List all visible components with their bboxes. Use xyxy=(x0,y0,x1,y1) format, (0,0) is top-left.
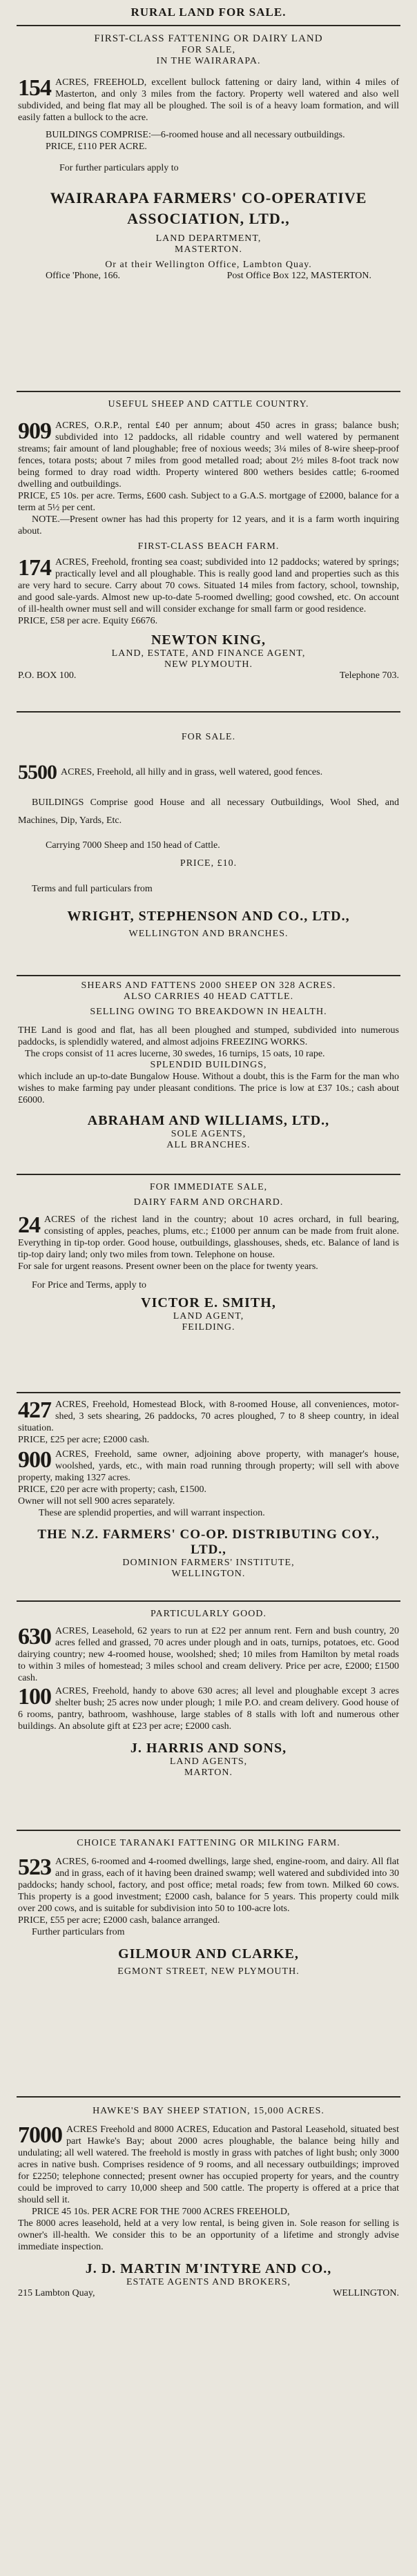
ad-newton-king xyxy=(18,399,399,681)
agent-dept: LAND DEPARTMENT, xyxy=(155,233,262,244)
agent-subtitle: LAND AGENT, xyxy=(173,1311,244,1321)
ad-body: ACRES, Freehold, handy to above 630 acres; all level and ploughable except 3 acres shelter bush; 25 acres now under plough; 1 mile P.O. and cream delivery. Good house of 6 rooms, pantry, bathroom, washhouse, large stables of 8 stalls with loft and numerous other buildings. An absolute gift at £23 per acre; £2000 cash. xyxy=(18,1686,399,1732)
ad-price: PRICE, £5 10s. per acre. Terms, £600 cash. Subject to a G.A.S. mortgage of £2000, balance for a term at 5½ per cent. xyxy=(18,491,399,513)
agent-name: J. D. MARTIN M'INTYRE AND CO., xyxy=(85,2261,332,2276)
agent-contact xyxy=(18,2288,399,2299)
agent-subtitle: DOMINION FARMERS' INSTITUTE, xyxy=(122,1558,295,1568)
ad-price: PRICE, £20 per acre with property; cash, £1500. xyxy=(18,1484,206,1495)
ad-abraham-williams xyxy=(18,980,399,1151)
agent-town: WELLINGTON. xyxy=(333,2288,399,2298)
agent-subtitle: ALL BRANCHES. xyxy=(166,1140,251,1150)
ad-harris-sons xyxy=(18,1609,399,1779)
divider xyxy=(17,1174,400,1175)
ad-subheading: IN THE WAIRARAPA. xyxy=(156,56,261,66)
ad-subheading: FOR SALE, xyxy=(181,45,236,55)
agent-town: MASTERTON. xyxy=(175,244,242,255)
ad-body: ACRES, Leasehold, 62 years to run at £22 per annum rent. Fern and bush country, 20 acres felled and grassed, 70 acres under plough and in oats, turnips, potatoes, etc. Good dairying country; new 4-roomed house, woolshed; shed; 10 miles from Hamilton by metal roads to within 3 miles of homestead; 3 miles school and cream delivery. Price per acre, £2000; £1500 cash. xyxy=(18,1626,399,1683)
agent-address: 215 Lambton Quay, xyxy=(18,2288,95,2298)
acreage-number: 7000 xyxy=(18,2122,62,2148)
divider xyxy=(17,1830,400,1831)
agent-name: WAIRARAPA FARMERS' CO-OPERATIVE ASSOCIATION, LTD., xyxy=(50,189,367,227)
ad-heading: FIRST-CLASS FATTENING OR DAIRY LAND xyxy=(94,33,323,44)
agent-subtitle: LAND, ESTATE, AND FINANCE AGENT, xyxy=(111,648,306,659)
acreage-number: 630 xyxy=(18,1624,51,1649)
ad-buildings: BUILDINGS Comprise good House and all necessary Outbuildings, Wool Shed, and Machines, Dip, Yards, Etc. xyxy=(18,797,399,826)
ad-buildings: BUILDINGS COMPRISE:—6-roomed house and all necessary outbuildings. xyxy=(46,130,345,140)
ad-body: The 8000 acres leasehold, held at a very low rental, is being given in. Sole reason for selling is owner's ill-health. We consider this to be an opportunity of a lifetime and strongly advise immediate inspection. xyxy=(18,2218,399,2252)
agent-name: NEWTON KING, xyxy=(151,632,266,648)
ad-body: ACRES, Freehold, all hilly and in grass, well watered, good fences. xyxy=(61,767,323,777)
agent-subtitle: ESTATE AGENTS AND BROKERS, xyxy=(126,2277,291,2287)
agent-subtitle: SOLE AGENTS, xyxy=(171,1129,246,1139)
ad-body: THE Land is good and flat, has all been ploughed and stumped, subdivided into numerous paddocks, is splendidly watered, and almost adjoins FREEZING WORKS. xyxy=(18,1025,399,1047)
ad-price: PRICE, £25 per acre; £2000 cash. xyxy=(18,1435,150,1445)
ad-body: ACRES, FREEHOLD, excellent bullock fattening or dairy land, within 4 miles of Masterton, and only 3 miles from the factory. Property well watered and also well subdivided, and being flat may all be ploughed. The soil is of a heavy loam formation, and will easily fatten a bullock to the acre. xyxy=(18,77,399,123)
ad-apply: For Price and Terms, apply to xyxy=(32,1280,146,1290)
ad-subheading: SELLING OWING TO BREAKDOWN IN HEALTH. xyxy=(90,1007,327,1017)
divider xyxy=(17,1600,400,1602)
page-header xyxy=(18,6,399,19)
ad-wairarapa xyxy=(18,33,399,282)
agent-name: GILMOUR AND CLARKE, xyxy=(118,1946,299,1962)
agent-name: ABRAHAM AND WILLIAMS, LTD., xyxy=(87,1113,330,1128)
acreage-number: 909 xyxy=(18,418,51,444)
ad-body: ACRES, Freehold, fronting sea coast; subdivided into 12 paddocks; watered by springs; practically level and all ploughable. This is really good land and properties such as this are very hard to secure. Carry about 70 cows. Situated 14 miles from factory, school, township, and good sale-yards. Almost new up-to-date 5-roomed dwelling; good cowshed, etc. On account of ill-health owner must sell and will consider exchange for small farm or good residence. xyxy=(18,557,399,614)
agent-town: NEW PLYMOUTH. xyxy=(164,659,253,670)
ad-crops: The crops consist of 11 acres lucerne, 30 swedes, 16 turnips, 15 oats, 10 rape. xyxy=(25,1049,325,1059)
ad-heading: PARTICULARLY GOOD. xyxy=(151,1609,266,1619)
agent-subtitle: LAND AGENTS, xyxy=(169,1756,248,1767)
ad-body: ACRES, O.R.P., rental £40 per annum; about 450 acres in grass; balance bush; subdivided into 12 paddocks, all ridable country and well watered by permanent streams; fair amount of land ploughable; free of noxious weeds; 3¼ miles of 8-wire sheep-proof fences, totara posts; about 7 miles from good metalled road; about 2½ miles 8-foot track now being formed to dray road width. Property wintered 800 wethers besides cattle; 6-roomed dwelling and outbuildings. xyxy=(18,420,399,490)
ad-gilmour-clarke xyxy=(18,1838,399,1977)
ad-apply: Terms and full particulars from xyxy=(32,884,153,894)
acreage-number: 5500 xyxy=(18,761,57,784)
agent-office: Or at their Wellington Office, Lambton Quay. xyxy=(105,260,312,270)
agent-name: J. HARRIS AND SONS, xyxy=(130,1741,287,1756)
ad-price: PRICE, £58 per acre. Equity £6676. xyxy=(18,616,158,626)
office-phone: Office 'Phone, 166. xyxy=(46,271,121,281)
divider xyxy=(17,2096,400,2098)
ad-heading: USEFUL SHEEP AND CATTLE COUNTRY. xyxy=(108,399,309,409)
ad-apply: Further particulars from xyxy=(32,1927,125,1937)
ad-note: Owner will not sell 900 acres separately. xyxy=(18,1496,175,1507)
ad-body: ACRES Freehold and 8000 ACRES, Education and Pastoral Leasehold, situated best part Hawke's Bay; about 2000 acres ploughable, the balance being hilly and undulating; all well watered. The freehold is mostly in grass with patches of light bush; only 3000 acres in native bush. Comprises residence of 9 rooms, and all necessary outbuildings; improved for £2250; telephone connected; present owner has occupied property for years, and the country could be improved to carry 10,000 sheep and 500 cattle. The property is offered at a price that should sell it. xyxy=(18,2124,399,2205)
ad-subheading: SPLENDID BUILDINGS, xyxy=(150,1060,267,1070)
divider xyxy=(17,1392,400,1393)
ad-price: PRICE 45 10s. PER ACRE FOR THE 7000 ACRES FREEHOLD, xyxy=(32,2207,290,2217)
ad-note: NOTE.—Present owner has had this property for 12 years, and it is a farm worth inquiring about. xyxy=(18,514,399,536)
agent-town: WELLINGTON. xyxy=(171,1569,246,1579)
agent-name: VICTOR E. SMITH, xyxy=(141,1295,276,1310)
ad-heading: FOR IMMEDIATE SALE, xyxy=(149,1182,268,1192)
ad-note: These are splendid properties, and will warrant inspection. xyxy=(39,1508,265,1518)
ad-subheading: FIRST-CLASS BEACH FARM. xyxy=(137,541,280,552)
acreage-number: 523 xyxy=(18,1854,51,1880)
agent-town: MARTON. xyxy=(184,1768,233,1778)
agent-name: WRIGHT, STEPHENSON AND CO., LTD., xyxy=(67,909,350,924)
ad-body: ACRES, Freehold, Homestead Block, with 8-roomed House, all conveniences, motor-shed, 3 sets shearing, 26 paddocks, 70 acres ploughed, 7 to 8 sheep country, in ideal situation. xyxy=(18,1400,399,1433)
agent-contact xyxy=(18,271,399,282)
ad-martin-mintyre xyxy=(18,2106,399,2299)
ad-sale: For sale for urgent reasons. Present owner been on the place for twenty years. xyxy=(18,1261,318,1272)
acreage-number: 427 xyxy=(18,1397,51,1423)
divider xyxy=(17,975,400,976)
ad-price: PRICE, £10. xyxy=(180,858,237,869)
ad-wright-stephenson xyxy=(18,732,399,940)
divider xyxy=(17,711,400,713)
ad-subheading: ALSO CARRIES 40 HEAD CATTLE. xyxy=(123,991,294,1002)
ad-heading: SHEARS AND FATTENS 2000 SHEEP ON 328 ACRES. xyxy=(81,980,336,991)
section-title: RURAL LAND FOR SALE. xyxy=(130,6,287,19)
acreage-number: 154 xyxy=(18,75,51,101)
ad-apply: For further particulars apply to xyxy=(59,163,179,173)
agent-name: THE N.Z. FARMERS' CO-OP. DISTRIBUTING COY., LTD., xyxy=(37,1527,380,1557)
acreage-number: 174 xyxy=(18,555,51,581)
acreage-number: 100 xyxy=(18,1684,51,1710)
ad-body: ACRES, 6-roomed and 4-roomed dwellings, large shed, engine-room, and dairy. All flat and in grass, each of it having been drained swamp; well watered and subdivided into 30 paddocks; handy school, factory, and post office; metal roads; few from town. Milked 60 cows. This property is a good investment; £2000 cash, balance for 5 years. This property could milk over 200 cows, and is suitable for subdivision into 50 to 100-acre lots. xyxy=(18,1857,399,1914)
po-box: P.O. BOX 100. xyxy=(18,670,77,681)
ad-victor-smith xyxy=(18,1182,399,1333)
ad-nz-farmers xyxy=(18,1399,399,1580)
po-box: Post Office Box 122, MASTERTON. xyxy=(226,271,371,281)
agent-subtitle: WELLINGTON AND BRANCHES. xyxy=(128,929,289,939)
acreage-number: 900 xyxy=(18,1447,51,1473)
agent-contact xyxy=(18,670,399,681)
agent-town: FEILDING. xyxy=(182,1322,235,1333)
ad-body: ACRES, Freehold, same owner, adjoining above property, with manager's house, woolshed, yards, etc., with main road running through property; will sell with above property, making 1327 acres. xyxy=(18,1449,399,1483)
ad-heading: HAWKE'S BAY SHEEP STATION, 15,000 ACRES. xyxy=(93,2106,324,2116)
divider xyxy=(17,25,400,26)
ad-heading: FOR SALE. xyxy=(181,732,236,742)
acreage-number: 24 xyxy=(18,1212,40,1238)
ad-heading: CHOICE TARANAKI FATTENING OR MILKING FARM. xyxy=(77,1838,340,1848)
telephone: Telephone 703. xyxy=(339,670,399,681)
agent-address: EGMONT STREET, NEW PLYMOUTH. xyxy=(117,1966,300,1977)
ad-price: PRICE, £55 per acre; £2000 cash, balance arranged. xyxy=(18,1915,220,1926)
ad-body: which include an up-to-date Bungalow House. Without a doubt, this is the Farm for the man who wishes to make farming pay under pleasant conditions. The price is low at £37 10s.; cash about £6000. xyxy=(18,1072,399,1105)
ad-price: PRICE, £110 PER ACRE. xyxy=(46,142,147,152)
divider xyxy=(17,391,400,392)
ad-carry: Carrying 7000 Sheep and 150 head of Cattle. xyxy=(46,840,220,851)
ad-body: ACRES of the richest land in the country; about 10 acres orchard, in full bearing, consisting of apples, peaches, plums, etc.; £1000 per annum can be made from fruit alone. Everything in tip-top order. Good house, outbuildings, glasshouses, sheds, etc. Balance of land is tip-top dairy land; only two miles from town. Telephone on house. xyxy=(18,1214,399,1260)
ad-subheading: DAIRY FARM AND ORCHARD. xyxy=(133,1197,284,1208)
